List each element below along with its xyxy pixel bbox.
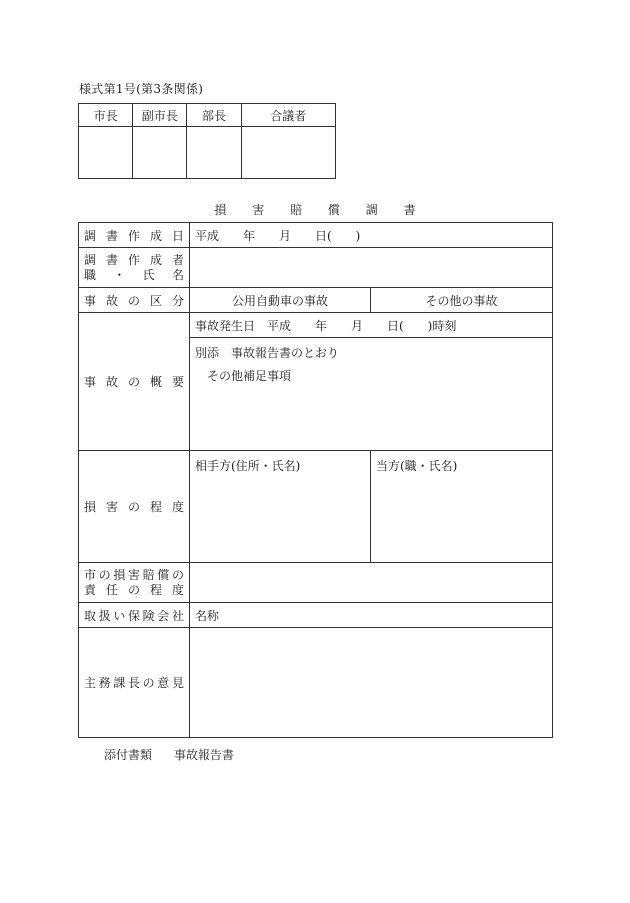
label-damage-extent [79, 451, 190, 563]
title-char: 賠 [290, 203, 303, 217]
label-char: 務 [98, 676, 111, 690]
label-char: い [113, 608, 126, 623]
spread-label [84, 674, 184, 691]
spread-label [84, 268, 184, 283]
label-char: の [127, 500, 140, 514]
label-char: 責 [84, 582, 97, 597]
approval-seal-deputy-mayor[interactable] [133, 127, 187, 179]
document-title [0, 201, 630, 218]
title-char: 害 [252, 203, 265, 217]
manager-opinion-field[interactable] [190, 628, 553, 738]
title-char: 書 [403, 203, 416, 217]
label-char: 作 [127, 228, 140, 243]
summary-line: 別添 事故報告書のとおり [195, 346, 340, 360]
label-char: の [142, 676, 155, 690]
label-accident-category [79, 288, 190, 313]
approval-head-consultant: 合議者 [241, 104, 335, 127]
approval-seal-consultant[interactable] [241, 127, 335, 179]
approval-seal-director[interactable] [187, 127, 241, 179]
creation-date-field[interactable]: 平成 年 月 日( ) [190, 223, 553, 248]
occurrence-date-field[interactable]: 事故発生日 平成 年 月 日( )時刻 [190, 313, 553, 338]
label-char: の [127, 293, 140, 308]
label-char: 任 [105, 582, 118, 597]
liability-field[interactable] [190, 563, 553, 603]
label-char: 職 [84, 267, 97, 282]
label-creation-date [79, 223, 190, 248]
spread-label [84, 583, 184, 598]
label-char: 書 [105, 228, 118, 243]
title-char: 償 [327, 203, 340, 217]
spread-label [84, 607, 184, 624]
attachments-value: 事故報告書 [173, 748, 234, 762]
spread-label [84, 292, 184, 309]
label-char: 償 [157, 567, 170, 582]
label-char: 害 [105, 500, 118, 514]
label-char: 度 [171, 582, 184, 597]
author-field[interactable] [190, 248, 553, 288]
label-char: 会 [157, 608, 170, 623]
label-char: の [127, 375, 140, 389]
label-char: 意 [157, 676, 170, 690]
spread-label [84, 498, 184, 515]
label-char: 保 [127, 608, 140, 623]
label-char: 名 [171, 267, 184, 282]
label-char: の [171, 567, 184, 582]
label-char: ・ [113, 267, 126, 282]
label-char: 扱 [98, 608, 111, 623]
label-char: 成 [149, 252, 162, 267]
approval-table [78, 103, 336, 179]
label-accident-summary [79, 313, 190, 451]
label-char: 者 [171, 252, 184, 267]
label-char: 度 [171, 500, 184, 514]
label-char: 賠 [142, 567, 155, 582]
approval-head-director: 部長 [187, 104, 241, 127]
label-char: 社 [171, 608, 184, 623]
label-author [79, 248, 190, 288]
label-char: 長 [127, 676, 140, 690]
label-char: の [127, 582, 140, 597]
label-char: 害 [127, 567, 140, 582]
label-char: 程 [149, 582, 162, 597]
label-char: 程 [149, 500, 162, 514]
title-char: 調 [365, 203, 378, 217]
label-char: 作 [127, 252, 140, 267]
approval-seal-mayor[interactable] [79, 127, 133, 179]
label-char: 書 [105, 252, 118, 267]
approval-head-mayor: 市長 [79, 104, 133, 127]
label-char: 険 [142, 608, 155, 623]
insurance-company-field[interactable]: 名称 [190, 603, 553, 628]
label-char: 取 [84, 608, 97, 623]
label-char: 主 [84, 676, 97, 690]
label-char: 調 [84, 228, 97, 243]
label-char: 課 [113, 676, 126, 690]
label-char: 要 [171, 375, 184, 389]
label-char: の [98, 567, 111, 582]
label-char: 損 [84, 500, 97, 514]
label-char: 故 [105, 293, 118, 308]
spread-label [84, 373, 184, 390]
label-char: 分 [171, 293, 184, 308]
label-char: 事 [84, 293, 97, 308]
label-char: 市 [84, 567, 97, 582]
form-number: 様式第1号(第3条関係) [79, 82, 204, 96]
approval-head-deputy-mayor: 副市長 [133, 104, 187, 127]
label-insurance-company [79, 603, 190, 628]
attachments-label: 添付書類 [104, 748, 153, 762]
damage-report-table [78, 222, 553, 738]
damage-own-party-field[interactable]: 当方(職・氏名) [371, 451, 553, 563]
spread-label [84, 227, 184, 244]
label-char: 日 [171, 228, 184, 243]
category-official-vehicle[interactable]: 公用自動車の事故 [190, 288, 371, 313]
attachments [104, 746, 252, 763]
label-char: 区 [149, 293, 162, 308]
category-other[interactable]: その他の事故 [371, 288, 553, 313]
label-city-liability [79, 563, 190, 603]
summary-line: その他補足事項 [207, 369, 292, 383]
label-char: 事 [84, 375, 97, 389]
label-char: 見 [171, 676, 184, 690]
label-char: 故 [105, 375, 118, 389]
title-char: 損 [214, 203, 227, 217]
spread-label [84, 253, 184, 268]
label-manager-opinion [79, 628, 190, 738]
damage-other-party-field[interactable]: 相手方(住所・氏名) [190, 451, 371, 563]
spread-label [84, 568, 184, 583]
label-char: 調 [84, 252, 97, 267]
summary-field[interactable] [190, 338, 553, 451]
label-char: 損 [113, 567, 126, 582]
label-char: 成 [149, 228, 162, 243]
label-char: 概 [149, 375, 162, 389]
label-char: 氏 [142, 267, 155, 282]
